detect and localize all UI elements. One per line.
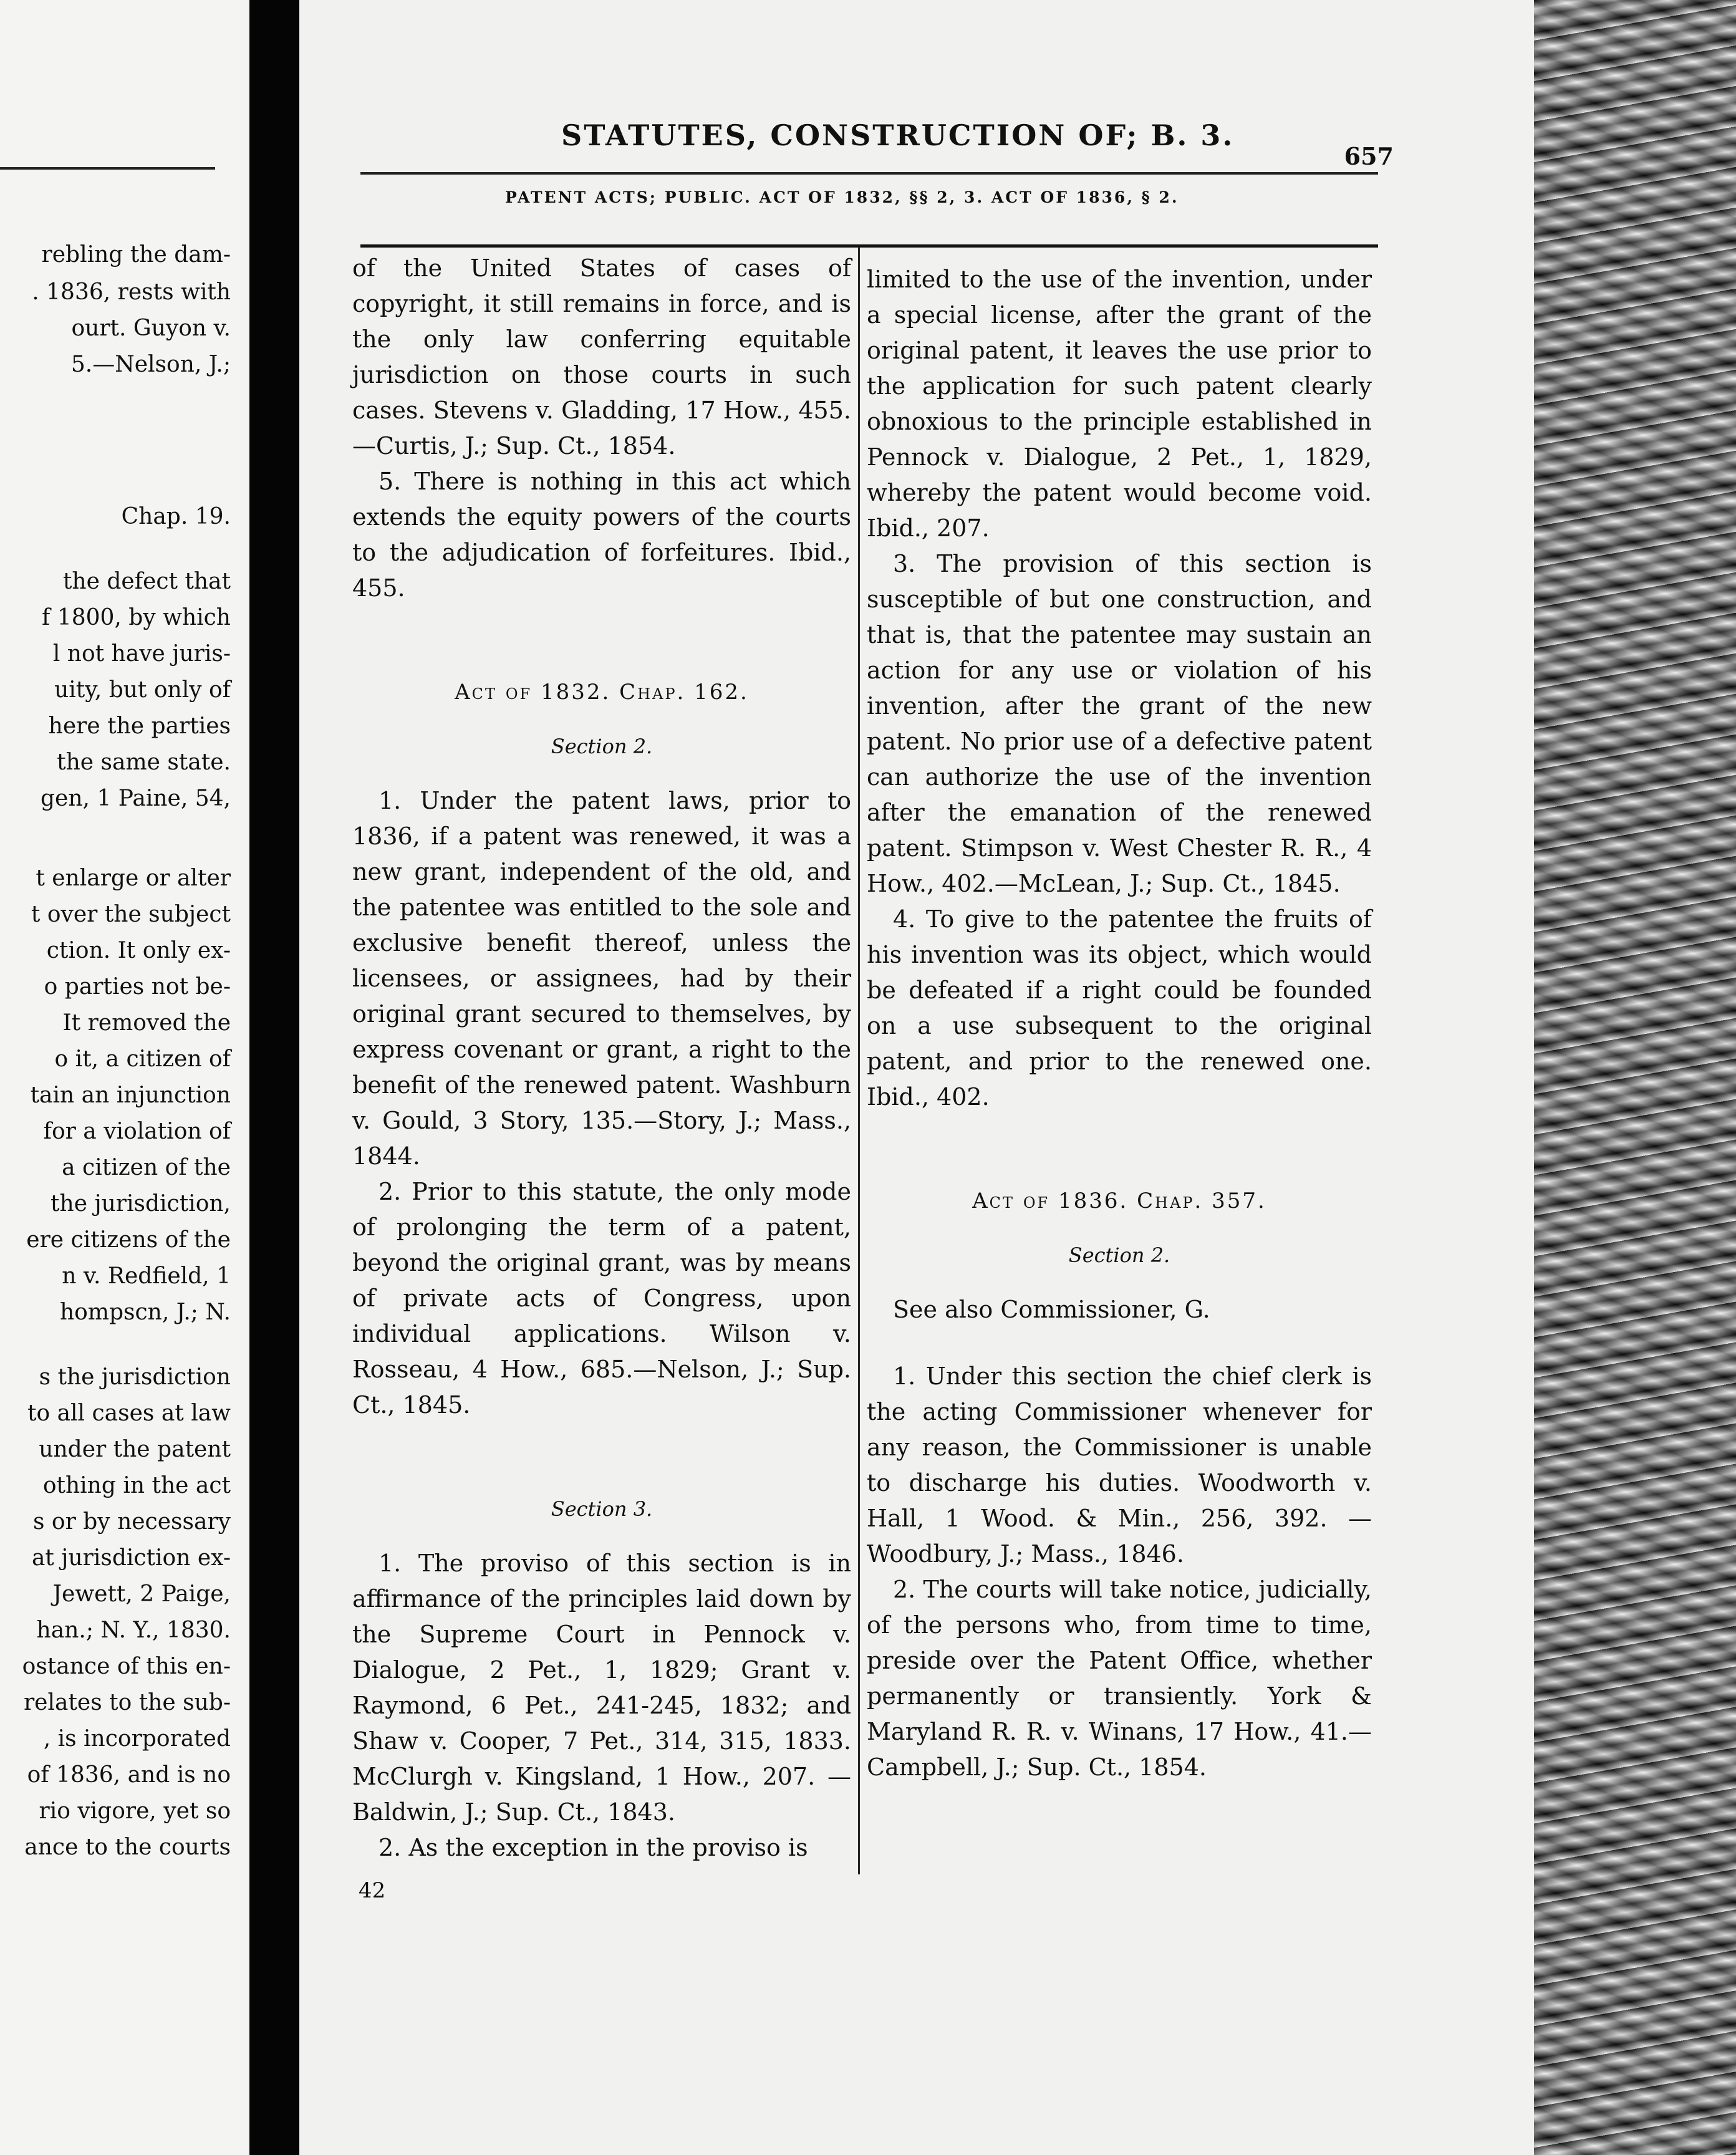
left-page-line: a citizen of the [62,1155,231,1180]
section-2-heading-1836: Section 2. [1068,1243,1170,1267]
left-page-line: hompscn, J.; N. [59,1299,231,1325]
act-heading-1832: Act of 1832. Chap. 162. [455,680,749,705]
left-page-line: here the parties [48,713,231,739]
left-page-line: han.; N. Y., 1830. [36,1617,231,1643]
left-page-line: t over the subject [31,902,231,927]
left-page-rule [0,167,215,170]
left-page-line: o it, a citizen of [54,1046,231,1072]
left-page-line: s or by necessary [33,1509,231,1535]
paragraph-1-1836: 1. Under this section the chief clerk is the acting Commissioner whenever for any reason, the Commissioner is unable to discharge his duties. Woodworth v. Hall, 1 Wood. & Min., 256, 392. —Woodbury, J.; Mass., 1846. [867,1362,1372,1568]
marbled-page-edge [1534,0,1736,2155]
left-page [0,0,249,2155]
paragraph-continued: of the United States of cases of copyright, it still remains in force, and is the only law conferring equitable jurisdiction on those courts in such cases. Stevens v. Gladding, 17 How., 455.—Curtis, J.; Sup. Ct., 1854. [352,254,851,460]
signature-mark: 42 [359,1878,386,1903]
left-page-line: ere citizens of the [26,1227,231,1253]
left-page-line: , is incorporated [43,1726,231,1752]
act-heading-1836: Act of 1836. Chap. 357. [972,1188,1266,1213]
see-also-note: See also Commissioner, G. [893,1296,1210,1323]
left-page-line: relates to the sub- [23,1690,231,1715]
left-page-line: of 1836, and is no [27,1762,231,1788]
section-3-heading: Section 3. [551,1497,653,1521]
left-page-line: f 1800, by which [42,605,231,630]
left-page-line: the defect that [62,569,231,594]
right-column [867,262,1372,1896]
paragraph-2-1836: 2. The courts will take notice, judicially, of the persons who, from time to time, preside over the Patent Office, whether permanently or transiently. York & Maryland R. R. v. Winans, 17 How., 41.—Campbell, J.; Sup. Ct., 1854. [867,1576,1372,1781]
page-number: 657 [1344,142,1394,170]
paragraph-2: 2. Prior to this statute, the only mode of prolonging the term of a patent, beyond the original grant, was by means of private acts of Congress, upon individual applications. Wilson v. Rosseau, 4 How., 685.—Nelson, J.; Sup. Ct., 1845. [352,1178,851,1419]
left-page-line: ction. It only ex- [46,938,231,963]
left-page-line: o parties not be- [44,974,231,1000]
left-page-line: to all cases at law [27,1401,231,1426]
left-page-line: t enlarge or alter [36,865,231,891]
left-page-line: n v. Redfield, 1 [62,1263,231,1289]
left-page-line: rio vigore, yet so [39,1798,231,1824]
section-3-paragraph-2: 2. As the exception in the proviso is [379,1834,808,1861]
section-2-heading: Section 2. [551,735,653,758]
left-page-line: ance to the courts [24,1834,231,1860]
running-title: STATUTES, CONSTRUCTION OF; B. 3. [561,118,1235,152]
left-page-line: Jewett, 2 Paige, [52,1581,231,1607]
paragraph-3: 3. The provision of this section is susceptible of but one construction, and that is, that the patentee may sustain an action for any use or violation of his invention, after the grant of the new patent. No prior use of a defective patent can authorize the use of the invention after the emanation of the renewed patent. Stimpson v. West Chester R. R., 4 How., 402.—McLean, J.; Sup. Ct., 1845. [867,550,1372,897]
left-page-line: under the patent [39,1437,231,1462]
left-page-line: ourt. Guyon v. [71,316,231,341]
paragraph-continued-right: limited to the use of the invention, under a special license, after the grant of the original patent, it leaves the use prior to the application for such patent clearly obnoxious to the principle established in Pennock v. Dialogue, 2 Pet., 1, 1829, whereby the patent would become void. Ibid., 207. [867,266,1372,542]
running-header [349,118,1394,170]
left-page-line: tain an injunction [30,1082,231,1108]
left-page-line: at jurisdiction ex- [31,1545,231,1571]
left-page-line: s the jurisdiction [39,1364,231,1390]
paragraph-1: 1. Under the patent laws, prior to 1836, if a patent was renewed, it was a new grant, independent of the old, and the patentee was entitled to the sole and exclusive benefit thereof, unless the licensees, or assignees, had by their original grant secured to themselves, by express covenant or grant, a right to the benefit of the renewed patent. Washburn v. Gould, 3 Story, 135.—Story, J.; Mass., 1844. [352,787,851,1170]
paragraph-4: 4. To give to the patentee the fruits of his invention was its object, which would be defeated if a right could be founded on a use subsequent to the original patent, and prior to the renewed one. Ibid., 402. [867,905,1372,1111]
left-page-line: gen, 1 Paine, 54, [41,786,231,811]
book-gutter [249,0,299,2155]
paragraph-5: 5. There is nothing in this act which extends the equity powers of the courts to the adjudication of forfeitures. Ibid., 455. [352,468,851,602]
left-page-line: the same state. [57,750,231,775]
left-column [352,251,851,1903]
left-page-line: uity, but only of [54,677,231,703]
subheading: PATENT ACTS; PUBLIC. ACT OF 1832, §§ 2, 3. ACT OF 1836, § 2. [505,188,1179,206]
left-page-line: l not have juris- [52,641,231,667]
left-page-line: . 1836, rests with [32,279,231,305]
left-page-line: the jurisdiction, [51,1191,231,1217]
header-rule [360,172,1378,175]
column-divider [858,247,860,1874]
left-page-line: Chap. 19. [121,504,231,529]
left-page-line: ostance of this en- [22,1654,231,1679]
subheading-rule [360,244,1378,248]
left-page-line: for a violation of [43,1119,231,1144]
left-page-line: 5.—Nelson, J.; [70,352,231,377]
left-page-line: othing in the act [42,1473,231,1498]
left-page-line: rebling the dam- [41,242,231,268]
left-page-line: It removed the [62,1010,231,1036]
section-3-paragraph-1: 1. The proviso of this section is in affirmance of the principles laid down by the Supreme Court in Pennock v. Dialogue, 2 Pet., 1, 1829; Grant v. Raymond, 6 Pet., 241-245, 1832; and Shaw v. Cooper, 7 Pet., 314, 315, 1833. McClurgh v. Kingsland, 1 How., 207. —Baldwin, J.; Sup. Ct., 1843. [352,1550,851,1826]
